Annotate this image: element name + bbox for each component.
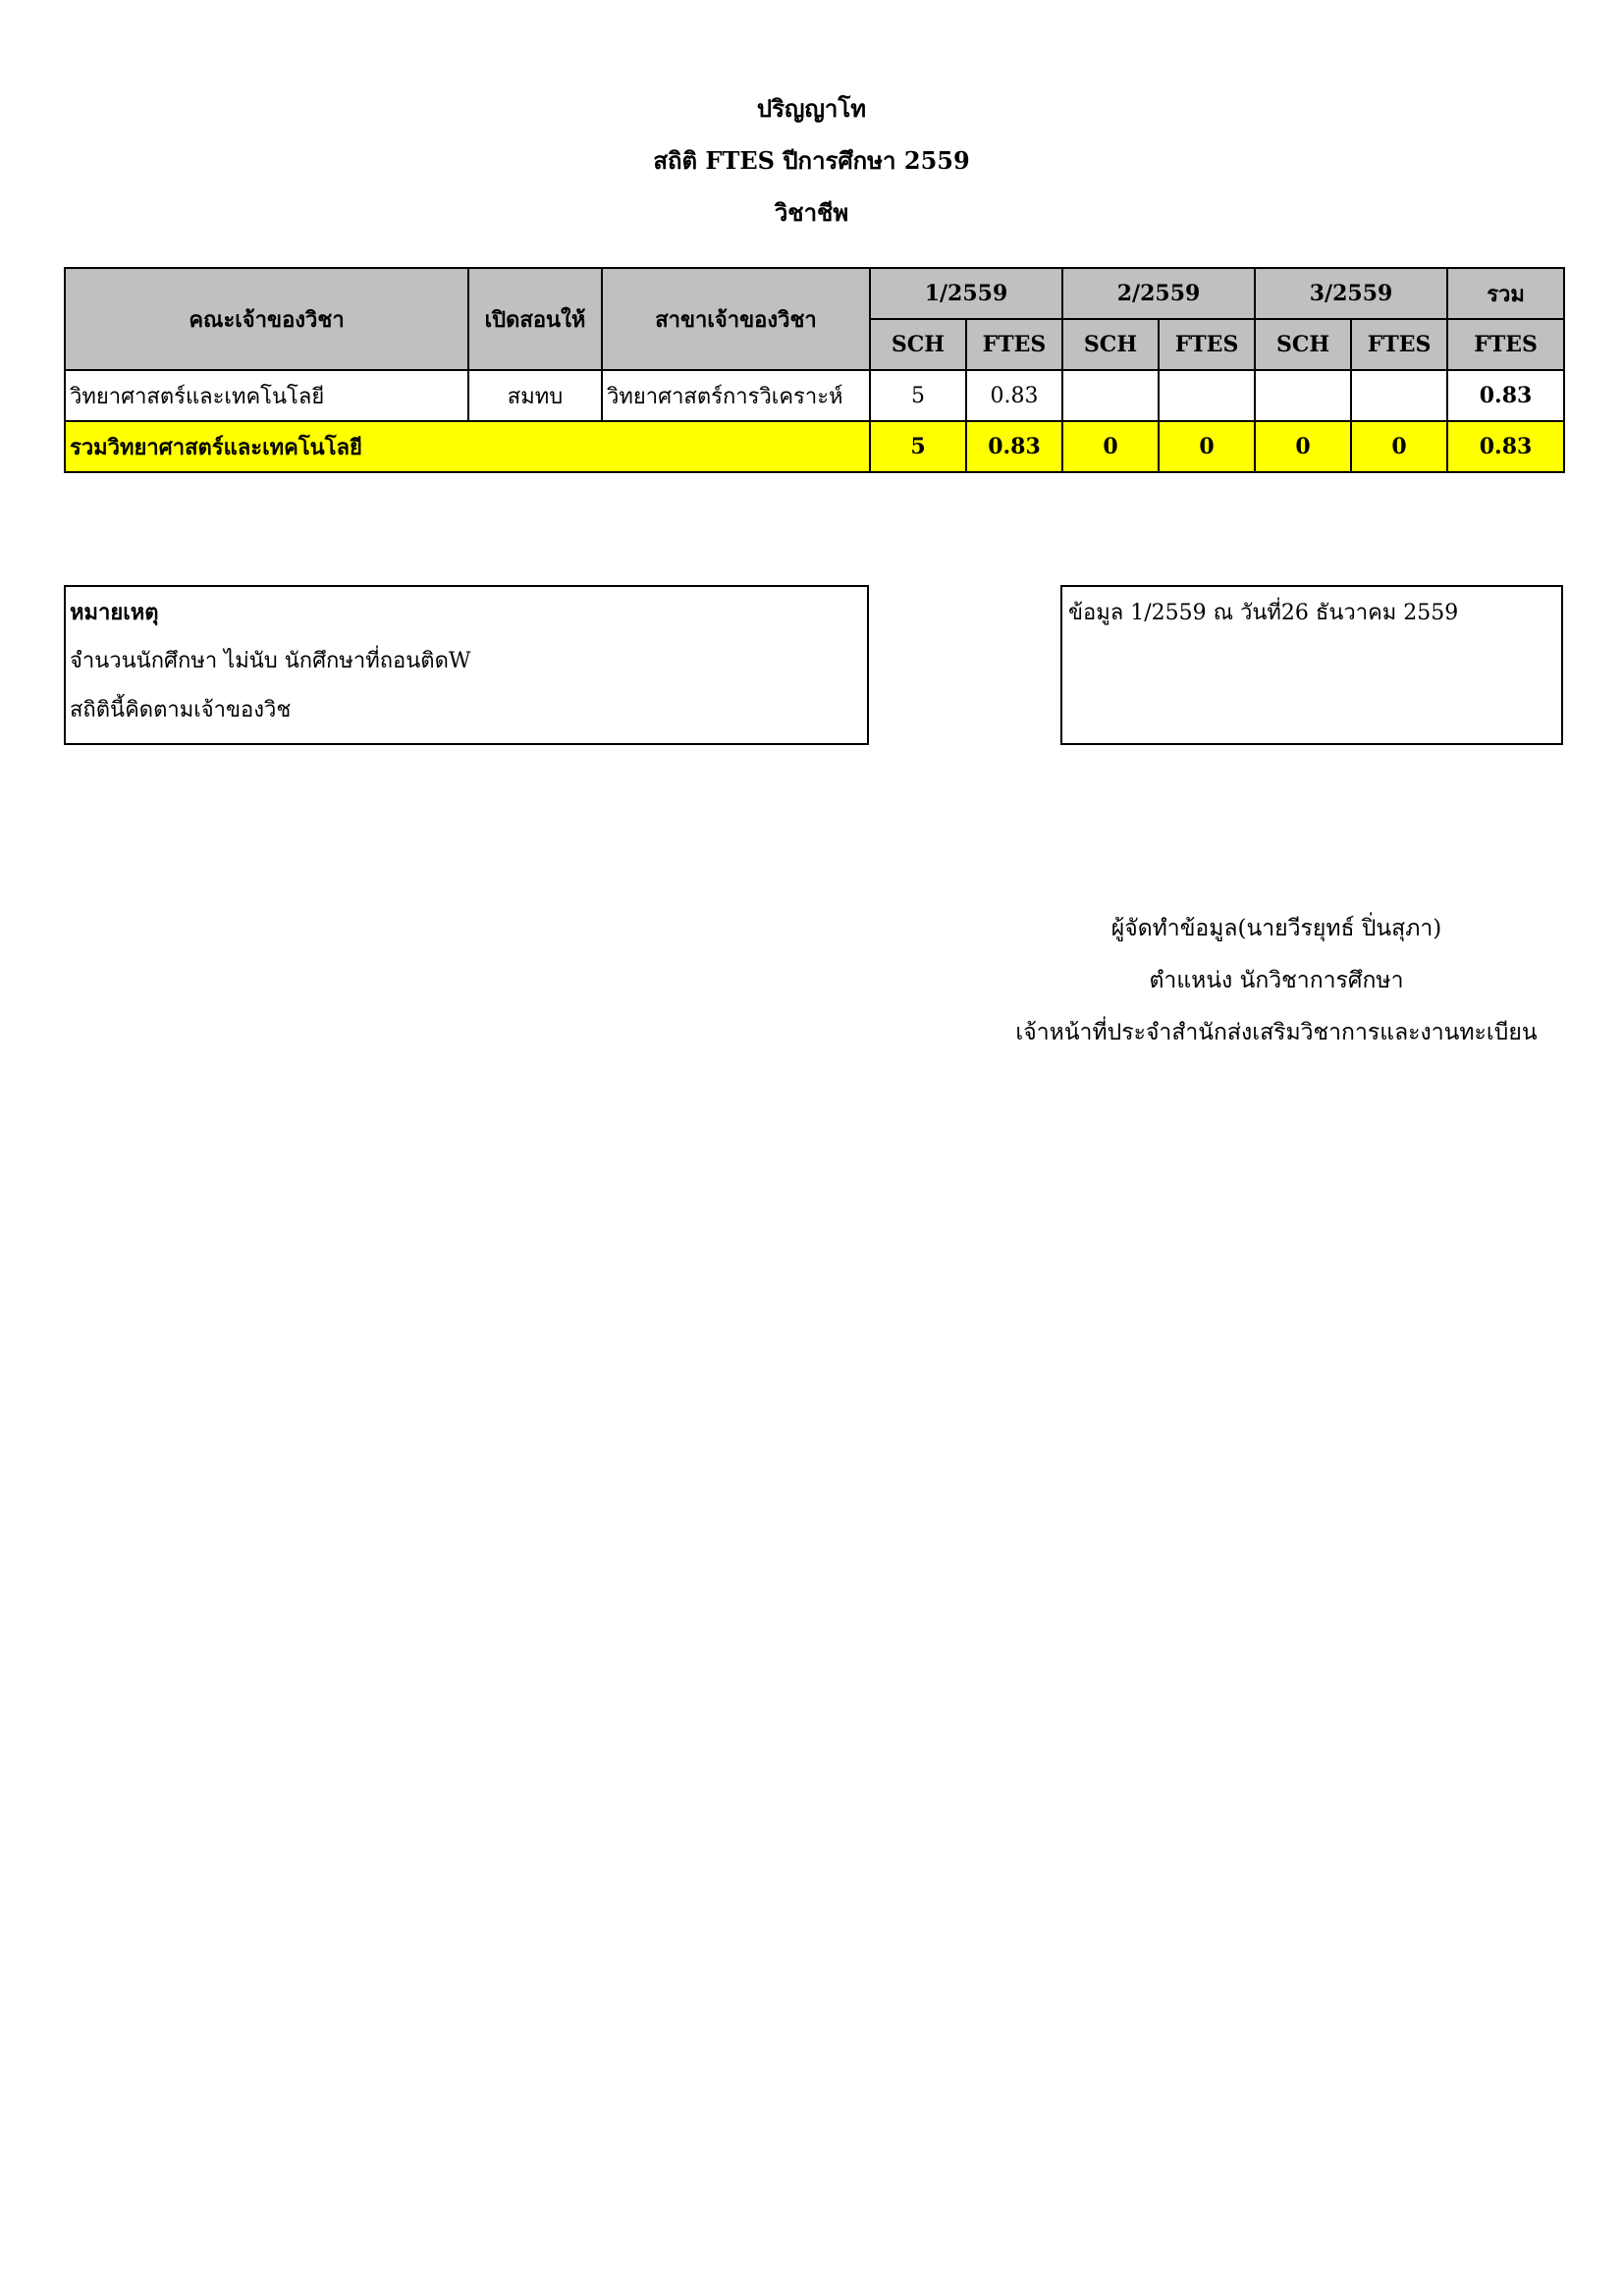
cell-open-for: สมทบ [468, 370, 602, 421]
header-faculty: คณะเจ้าของวิชา [65, 268, 468, 370]
header-term-1: 1/2559 [870, 268, 1062, 319]
cell-t3-sch [1255, 370, 1351, 421]
header-open-for: เปิดสอนให้ [468, 268, 602, 370]
summary-t3-ftes: 0 [1351, 421, 1447, 472]
signature-preparer: ผู้จัดทำข้อมูล(นายวีรยุทธ์ ปิ่นสุภา) [1110, 916, 1442, 941]
report-title-stats: สถิติ FTES ปีการศึกษา 2559 [653, 146, 970, 175]
cell-t2-sch [1062, 370, 1159, 421]
header-t3-sch: SCH [1255, 319, 1351, 370]
notes-line-1: จำนวนนักศึกษา ไม่นับ นักศึกษาที่ถอนติดW [70, 649, 471, 673]
header-t1-ftes: FTES [966, 319, 1062, 370]
summary-t3-sch: 0 [1255, 421, 1351, 472]
report-header [0, 82, 1623, 239]
header-t2-ftes: FTES [1159, 319, 1255, 370]
data-date-box [1060, 585, 1563, 745]
report-title-degree: ปริญญาโท [756, 94, 867, 123]
header-term-3: 3/2559 [1255, 268, 1447, 319]
header-term-2: 2/2559 [1062, 268, 1255, 319]
cell-t1-sch: 5 [870, 370, 966, 421]
summary-t2-ftes: 0 [1159, 421, 1255, 472]
report-title-category: วิชาชีพ [774, 198, 849, 227]
header-t1-sch: SCH [870, 319, 966, 370]
cell-t1-ftes: 0.83 [966, 370, 1062, 421]
notes-heading: หมายเหตุ [70, 600, 159, 625]
cell-total-ftes: 0.83 [1447, 370, 1564, 421]
signature-position: ตำแหน่ง นักวิชาการศึกษา [1149, 968, 1404, 993]
summary-t1-sch: 5 [870, 421, 966, 472]
header-total-ftes: FTES [1447, 319, 1564, 370]
signature-office: เจ้าหน้าที่ประจำสำนักส่งเสริมวิชาการและงานทะเบียน [1015, 1020, 1538, 1045]
summary-label: รวมวิทยาศาสตร์และเทคโนโลยี [65, 421, 870, 472]
summary-t1-ftes: 0.83 [966, 421, 1062, 472]
notes-line-2: สถิตินี้คิดตามเจ้าของวิช [70, 698, 292, 722]
header-t3-ftes: FTES [1351, 319, 1447, 370]
summary-t2-sch: 0 [1062, 421, 1159, 472]
cell-t3-ftes [1351, 370, 1447, 421]
table-row [65, 370, 1564, 421]
header-t2-sch: SCH [1062, 319, 1159, 370]
cell-major: วิทยาศาสตร์การวิเคราะห์ [602, 370, 870, 421]
cell-t2-ftes [1159, 370, 1255, 421]
cell-faculty: วิทยาศาสตร์และเทคโนโลยี [65, 370, 468, 421]
data-date-text: ข้อมูล 1/2559 ณ วันที่26 ธันวาคม 2559 [1068, 601, 1459, 625]
summary-total-ftes: 0.83 [1447, 421, 1564, 472]
summary-row [65, 421, 1564, 472]
header-major: สาขาเจ้าของวิชา [602, 268, 870, 370]
header-total: รวม [1447, 268, 1564, 319]
signature-block [982, 903, 1571, 1059]
ftes-table [64, 267, 1565, 473]
table-header-row [65, 268, 1564, 319]
notes-box [64, 585, 869, 745]
